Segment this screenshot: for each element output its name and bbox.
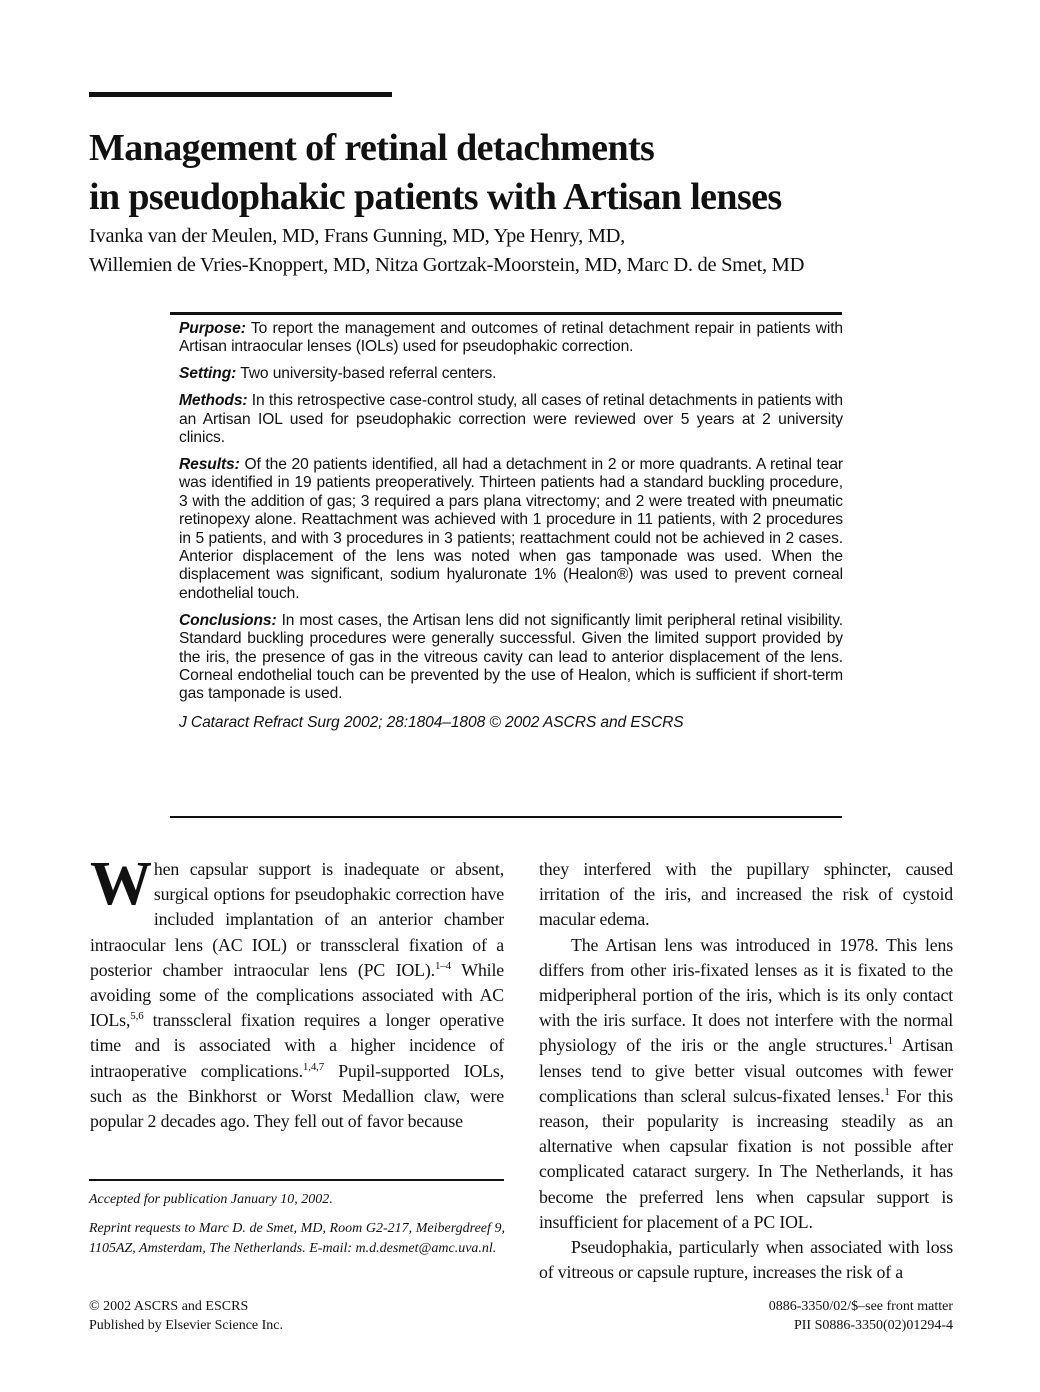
- abstract-results: [179, 456, 843, 603]
- methods-text: In this retrospective case-control study, all cases of retinal detachments in patients with an Artisan IOL used for pseudophakic correction were reviewed over 5 years at 2 university clinics.: [179, 392, 843, 447]
- purpose-text: To report the management and outcomes of retinal detachment repair in patients with Artisan intraocular lenses (IOLs) used for pseudophakic correction.: [179, 320, 843, 356]
- results-label: Results:: [179, 455, 240, 473]
- intro-text-c: transscleral fixation requires a longer operative time and is associated with a higher incidence of intraoperative complications.: [90, 1010, 504, 1081]
- body-column-left: [90, 850, 505, 1134]
- conclusions-label: Conclusions:: [179, 611, 277, 629]
- continued-paragraph: they interfered with the pupillary sphincter, caused irritation of the iris, and increased the risk of cystoid macular edema.: [539, 859, 953, 930]
- footnote-rule: [89, 1179, 504, 1181]
- abstract-bottom-rule: [170, 816, 842, 818]
- reference-superscript[interactable]: 5,6: [130, 1010, 144, 1023]
- publisher-text: Published by Elsevier Science Inc.: [89, 1318, 284, 1333]
- reference-superscript[interactable]: 1: [887, 1035, 893, 1048]
- abstract-setting: [179, 365, 843, 383]
- artisan-text-a: The Artisan lens was introduced in 1978. This lens differs from other iris-fixated lenses as it is fixated to the midperipheral portion of the iris, which is its only contact with the iris surface. It does not interfere with the normal physiology of the iris or the angle structures.: [539, 934, 953, 1056]
- abstract-methods: [179, 392, 843, 447]
- authors-line-2: Willemien de Vries-Knoppert, MD, Nitza Gortzak-Moorstein, MD, Marc D. de Smet, MD: [89, 254, 805, 276]
- body-column-right: [539, 857, 953, 1285]
- abstract-purpose: [179, 320, 843, 357]
- accepted-note: Accepted for publication January 10, 2002.: [89, 1192, 333, 1207]
- reference-superscript[interactable]: 1: [884, 1085, 890, 1098]
- results-text: Of the 20 patients identified, all had a detachment in 2 or more quadrants. A retinal tear was identified in 19 patients preoperatively. Thirteen patients had a standard buckling procedure, 3 with the addition of gas; 3 required a pars plana vitrectomy; and 2 were treated with pneumatic retinopexy alone. Reattachment was achieved with 1 procedure in 11 patients, with 2 procedures in 5 patients, and with 3 procedures in 3 patients; reattachment could not be achieved in 2 cases. Anterior displacement of the lens was noted when gas tamponade was used. When the displacement was significant, sodium hyaluronate 1% (Healon®) was used to prevent corneal endothelial touch.: [179, 455, 843, 602]
- intro-paragraph: [90, 850, 505, 1134]
- methods-label: Methods:: [179, 392, 248, 410]
- reprint-note: Reprint requests to Marc D. de Smet, MD, Room G2-217, Meibergdreef 9, 1105AZ, Amsterdam, The Netherlands. E-mail: m.d.desmet@amc.uva.nl.: [89, 1221, 505, 1256]
- issn-text: 0886-3350/02/$–see front matter: [768, 1299, 953, 1314]
- header-rule: [89, 92, 392, 97]
- setting-label: Setting:: [179, 365, 237, 383]
- artisan-text-c: For this reason, their popularity is increasing steadily as an alternative when capsular fixation is not possible after complicated cataract surgery. In The Netherlands, it has become the preferred lens when capsular support is insufficient for placement of a PC IOL.: [539, 1085, 954, 1232]
- copyright-text: © 2002 ASCRS and ESCRS: [89, 1299, 249, 1314]
- title-line-1: Management of retinal detachments: [89, 127, 655, 169]
- intro-text-a: hen capsular support is inadequate or absent, surgical options for pseudophakic correction have included implantation of an anterior chamber intraocular lens (AC IOL) or transscleral fixation of a posterior chamber intraocular lens (PC IOL).: [90, 859, 504, 980]
- title-line-2: in pseudophakic patients with Artisan lenses: [89, 176, 782, 218]
- authors-line-1: Ivanka van der Meulen, MD, Frans Gunning, MD, Ype Henry, MD,: [89, 225, 625, 247]
- issn-block: [769, 1297, 953, 1335]
- pii-text: PII S0886-3350(02)01294-4: [793, 1318, 953, 1333]
- reference-superscript[interactable]: 1,4,7: [302, 1060, 325, 1073]
- artisan-paragraph: [539, 933, 953, 1235]
- drop-cap: W: [90, 850, 152, 918]
- purpose-label: Purpose:: [179, 320, 246, 337]
- pseudophakia-paragraph: Pseudophakia, particularly when associated with loss of vitreous or capsule rupture, increases the risk of a: [539, 1237, 953, 1283]
- artisan-text-b: Artisan lenses tend to give better visual outcomes with fewer complications than scleral sulcus-fixated lenses.: [539, 1035, 953, 1106]
- reference-superscript[interactable]: 1–4: [434, 959, 452, 972]
- author-list: [89, 222, 989, 280]
- article-title: [89, 124, 969, 222]
- abstract: [179, 320, 843, 741]
- intro-text-d: Pupil-supported IOLs, such as the Binkhorst or Worst Medallion claw, were popular 2 decades ago. They fell out of favor because: [90, 1060, 504, 1132]
- journal-citation: J Cataract Refract Surg 2002; 28:1804–1808 © 2002 ASCRS and ESCRS: [179, 713, 684, 731]
- abstract-top-rule: [170, 312, 842, 315]
- intro-text-b: While avoiding some of the complications associated with AC IOLs,: [90, 959, 505, 1031]
- footnotes: [89, 1190, 505, 1268]
- abstract-conclusions: [179, 612, 843, 704]
- copyright-block: [89, 1297, 489, 1335]
- setting-text: Two university-based referral centers.: [236, 365, 497, 383]
- conclusions-text: In most cases, the Artisan lens did not significantly limit peripheral retinal visibility. Standard buckling procedures were generally successful. Given the limited support provided by the iris, the presence of gas in the vitreous cavity can lead to anterior displacement of the lens. Corneal endothelial touch can be prevented by the use of Healon, which is sufficient if short-term gas tamponade is used.: [179, 611, 843, 703]
